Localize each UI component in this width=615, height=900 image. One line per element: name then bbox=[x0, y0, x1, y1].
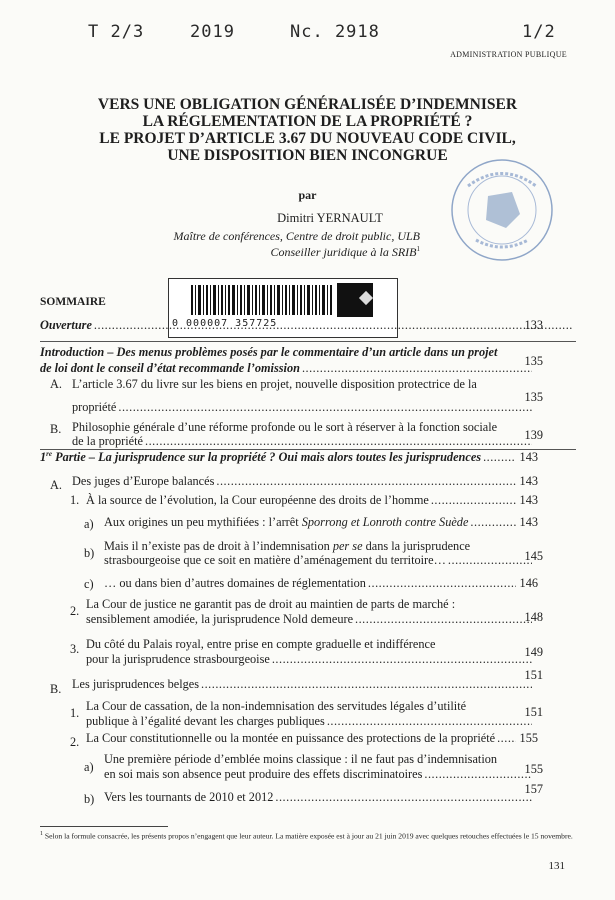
toc-mark: 2. bbox=[70, 735, 80, 749]
toc-mark: B. bbox=[50, 422, 62, 436]
toc-entry-introduction: Introduction – Des menus problèmes posés par le commentaire d’un article dans un projet bbox=[40, 345, 498, 359]
toc-entry-1a1b-cont: strasbourgeoise que ce soit en matière d’aménagement du territoire… ..... bbox=[104, 553, 536, 568]
footnote: $^1$ Selon la formule consacrée, les présents propos n’engagent que leur auteur. La matière exposée est à jour au 21 juin 2019 avec quelques retouches effectuées le 15 novembre. bbox=[40, 831, 573, 841]
toc-mark: b) bbox=[84, 792, 95, 806]
library-stamp bbox=[448, 156, 556, 264]
toc-mark: c) bbox=[84, 577, 94, 591]
toc-page: 149 bbox=[524, 645, 543, 659]
toc-entry-1a2-cont: sensiblement amodiée, la jurisprudence Nold demeure ..... bbox=[86, 612, 536, 627]
toc-page: 155 bbox=[524, 762, 543, 776]
footnote-divider bbox=[40, 826, 168, 827]
toc-mark: a) bbox=[84, 517, 94, 531]
toc-entry-1b1-cont: publique à l’égalité devant les charges publiques ..... bbox=[86, 714, 536, 729]
toc-page: 148 bbox=[524, 610, 543, 624]
toc-mark: 1. bbox=[70, 493, 80, 507]
handwritten-reference: T 2/3 bbox=[88, 22, 145, 42]
by-label: par bbox=[298, 188, 317, 202]
toc-entry-part-1: 1re Partie – La jurisprudence sur la propriété ? Oui mais alors toutes les jurisprudences ..... 143 bbox=[40, 450, 576, 465]
title-line-2: LA RÉGLEMENTATION DE LA PROPRIÉTÉ ? bbox=[142, 113, 473, 130]
toc-mark: 2. bbox=[70, 604, 80, 618]
toc-entry-1a1c: … ou dans bien d’autres domaines de réglementation ..... 146 bbox=[104, 576, 576, 591]
toc-entry-intro-a-cont: propriété ..... bbox=[72, 400, 536, 415]
toc-entry-intro-b-cont: de la propriété ..... bbox=[72, 434, 536, 449]
toc-mark: 3. bbox=[70, 642, 80, 656]
page-number: 131 bbox=[548, 860, 565, 872]
footnote-ref-mark: 1 bbox=[416, 245, 420, 253]
author-affiliation-2: Conseiller juridique à la SRIB$^1$ bbox=[270, 245, 420, 259]
title-line-1: VERS UNE OBLIGATION GÉNÉRALISÉE D’INDEMNISER bbox=[97, 96, 518, 113]
barcode-number: 0 000007 357725 bbox=[172, 318, 278, 329]
toc-entry-introduction-cont: de loi dont le conseil d’état recommande l’omission ..... bbox=[40, 361, 536, 376]
toc-page: 151 bbox=[524, 705, 543, 719]
toc-entry-1a3: Du côté du Palais royal, entre prise en compte graduelle et indifférence bbox=[86, 637, 436, 651]
divider bbox=[40, 341, 576, 342]
toc-entry-1a: Des juges d’Europe balancés ..... 143 bbox=[72, 474, 576, 489]
toc-entry-1b2b: Vers les tournants de 2010 et 2012 ..... bbox=[104, 790, 536, 805]
title-line-3: LE PROJET D’ARTICLE 3.67 DU NOUVEAU CODE CIVIL, bbox=[99, 130, 516, 147]
toc-entry-1b1: La Cour de cassation, de la non-indemnisation des servitudes légales d’utilité bbox=[86, 699, 467, 713]
summary-heading: SOMMAIRE bbox=[40, 296, 106, 308]
toc-page: 135 bbox=[524, 354, 543, 368]
toc-mark: 1. bbox=[70, 706, 80, 720]
toc-entry-1b: Les jurisprudences belges ..... bbox=[72, 677, 536, 692]
handwritten-number: Nc. 2918 bbox=[290, 22, 380, 42]
toc-page: 157 bbox=[524, 782, 543, 796]
toc-page: 151 bbox=[524, 668, 543, 682]
toc-mark: b) bbox=[84, 546, 95, 560]
toc-entry-1a1: À la source de l’évolution, la Cour européenne des droits de l’homme ..... 143 bbox=[86, 493, 576, 508]
toc-page: 145 bbox=[524, 549, 543, 563]
toc-mark: A. bbox=[50, 377, 62, 391]
handwritten-fraction: 1/2 bbox=[522, 22, 556, 42]
handwritten-year: 2019 bbox=[190, 22, 235, 42]
author-affiliation-1: Maître de conférences, Centre de droit public, ULB bbox=[173, 229, 420, 243]
toc-entry-1b2: La Cour constitutionnelle ou la montée en puissance des protections de la propriété ..... 155 bbox=[86, 731, 576, 746]
toc-entry-1a1b: Mais il n’existe pas de droit à l’indemnisation per se dans la jurisprudence bbox=[104, 539, 471, 553]
section-label: ADMINISTRATION PUBLIQUE bbox=[450, 50, 567, 59]
toc-page: 133 bbox=[524, 318, 543, 332]
toc-entry-intro-a: L’article 3.67 du livre sur les biens en projet, nouvelle disposition protectrice de la bbox=[72, 377, 477, 391]
toc-entry-1a3-cont: pour la jurisprudence strasbourgeoise ..... bbox=[86, 652, 536, 667]
toc-page: 135 bbox=[524, 390, 543, 404]
toc-entry-1a2: La Cour de justice ne garantit pas de droit au maintien de parts de marché : bbox=[86, 597, 456, 611]
toc-mark: a) bbox=[84, 760, 94, 774]
title-line-4: UNE DISPOSITION BIEN INCONGRUE bbox=[167, 147, 448, 164]
toc-page: 139 bbox=[524, 428, 543, 442]
toc-entry-1b2a: Une première période d’emblée moins classique : il ne faut pas d’indemnisation bbox=[104, 752, 498, 766]
toc-entry-intro-b: Philosophie générale d’une réforme profonde ou le sort à réserver à la fonction sociale bbox=[72, 420, 498, 434]
article-title bbox=[40, 96, 575, 164]
toc-entry-1a1a: Aux origines un peu mythifiées : l’arrêt Sporrong et Lonroth contre Suède ..... 143 bbox=[104, 515, 576, 530]
toc-mark: B. bbox=[50, 682, 62, 696]
toc-entry-1b2a-cont: en soi mais son absence peut produire des effets discriminatoires ..... bbox=[104, 767, 536, 782]
toc-entry-ouverture: Ouverture ..... bbox=[40, 318, 576, 333]
toc-mark: A. bbox=[50, 478, 62, 492]
author-name: Dimitri YERNAULT bbox=[277, 211, 383, 225]
